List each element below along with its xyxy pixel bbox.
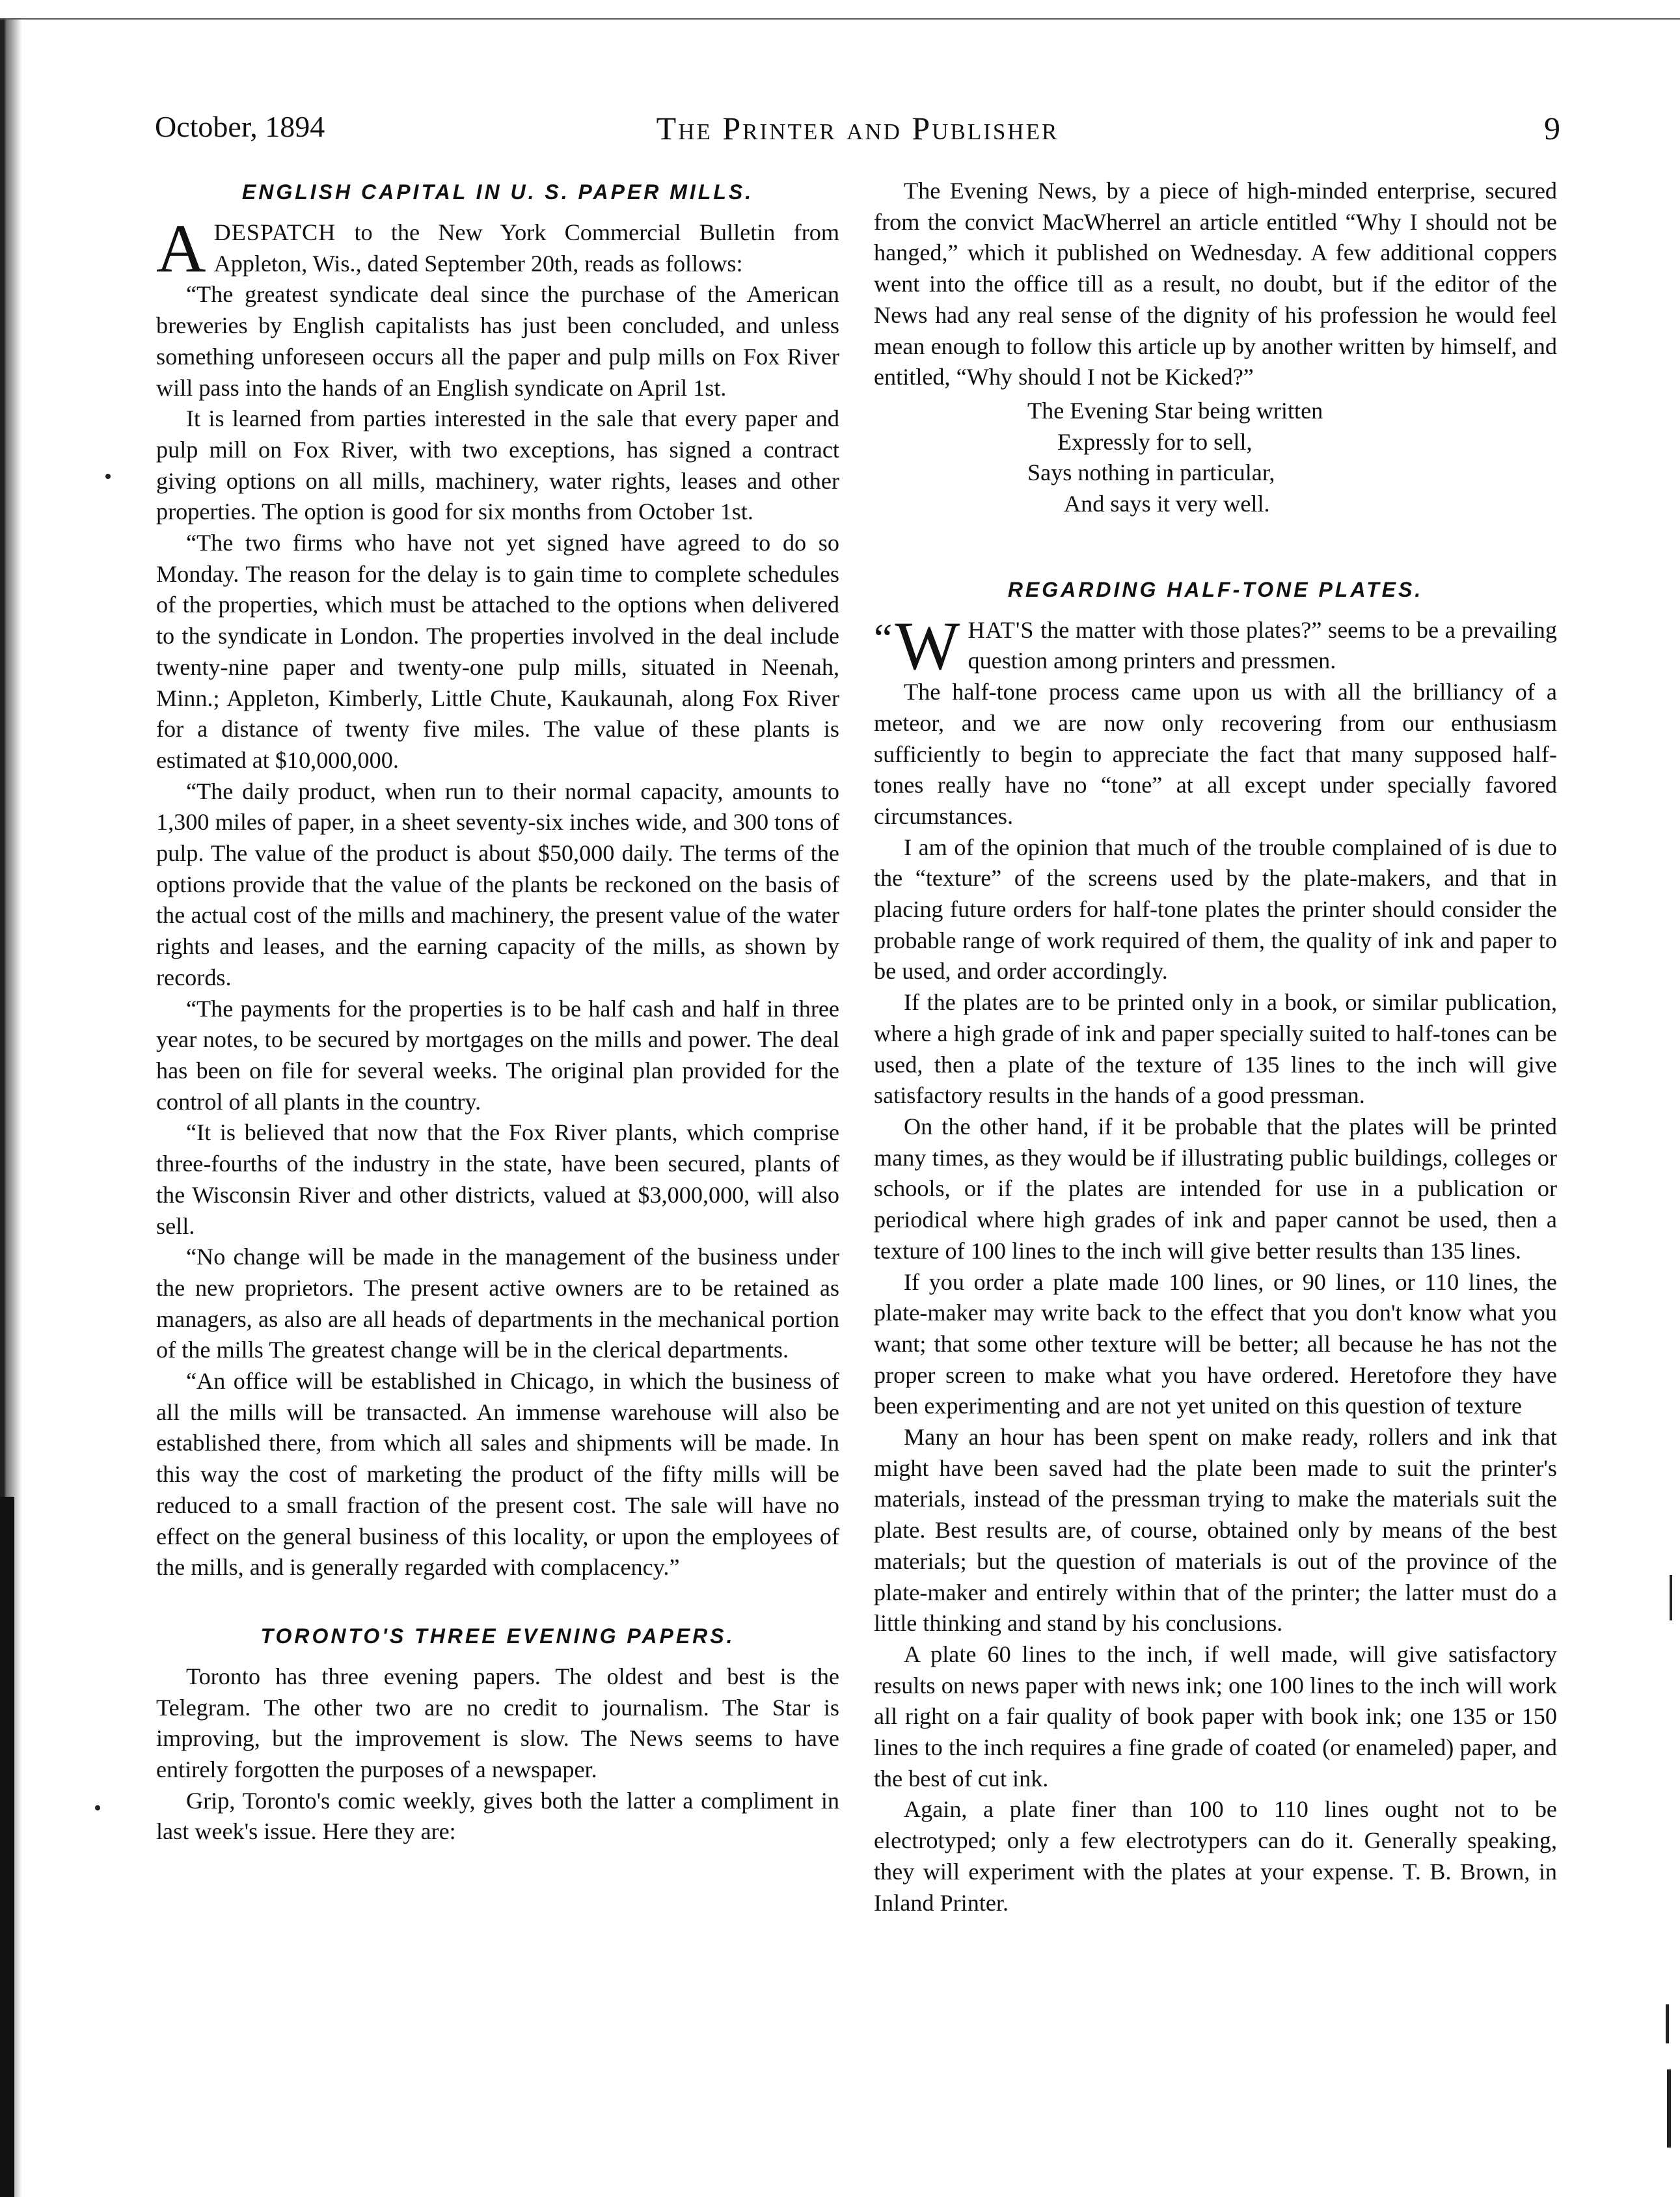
header-title: The Printer and Publisher xyxy=(656,110,1059,146)
scan-speck xyxy=(1667,2069,1671,2148)
article-paragraph: “The daily product, when run to their normal capacity, amounts to 1,300 miles of paper, in a sheet seventy-six inches wide, and 300 tons of pulp. The value of the product is about $50,000 daily. The terms of the options provide that the value of the plants be reckoned on the basis of the actual cost of the mills and machinery, the present value of the water rights and leases, and the earning capacity of the mills, as shown by records. xyxy=(156,778,839,990)
drop-cap: W xyxy=(895,607,960,684)
scan-speck xyxy=(1666,2004,1669,2043)
article-title: ENGLISH CAPITAL IN U. S. PAPER MILLS. xyxy=(241,180,754,204)
paragraph-text: the matter with those plates?” seems to be a prevailing question among printers and pressmen. xyxy=(968,616,1557,674)
article-title: REGARDING HALF-TONE PLATES. xyxy=(1007,577,1424,601)
scan-top-rule xyxy=(0,18,1680,20)
header-date: October, 1894 xyxy=(155,110,325,143)
right-column xyxy=(874,176,1557,1918)
paragraph-text: to the New York Commercial Bulletin from Appleton, Wis., dated September 20th, reads as follows: xyxy=(213,219,839,277)
poem xyxy=(874,396,1557,520)
article-paragraph: Many an hour has been spent on make ready, rollers and ink that might have been saved had the plate been made to suit the printer's materials, instead of the pressman trying to make the materials suit the plate. Best results are, of course, obtained only by means of the best materials; but the question of materials is out of the province of the plate-maker and entirely within that of the printer; the latter must do a little thinking and stand by his conclusions. xyxy=(874,1424,1557,1637)
article-paragraph: I am of the opinion that much of the trouble complained of is due to the “texture” of the screens used by the plate-makers, and that in placing future orders for half-tone plates the printer should consider the probable range of work required of them, the quality of ink and paper to be used, and order accordingly. xyxy=(874,834,1557,985)
scan-binding-edge-lower xyxy=(0,1497,14,2197)
article-half-tone-plates xyxy=(874,573,1557,1919)
page-number: 9 xyxy=(1544,110,1560,146)
article-paragraph: The half-tone process came upon us with all the brilliancy of a meteor, and we are now only recovering from our enthusiasm sufficiently to begin to appreciate the fact that many supposed half-tones really have no “tone” at all except under specially favored circumstances. xyxy=(874,679,1557,829)
poem-line: The Evening Star being written xyxy=(1027,397,1323,424)
scan-speck xyxy=(105,474,111,479)
article-paragraph: “An office will be established in Chicago, in which the business of all the mills will be transacted. An immense warehouse will also be established there, from which all sales and shipments will be made. In this way the cost of marketing the product of the fifty mills will be reduced to a small fraction of the present cost. The sale will have no effect on the general business of this locality, or upon the employees of the mills, and is generally regarded with complacency.” xyxy=(156,1368,839,1581)
article-paragraph: “The two firms who have not yet signed have agreed to do so Monday. The reason for the delay is to gain time to complete schedules of the properties, which must be attached to the options when delivered to the syndicate in London. The properties involved in the deal include twenty-nine paper and twenty-one pulp mills, situated in Neenah, Minn.; Appleton, Kimberly, Little Chute, Kaukaunah, along Fox River for a distance of twenty five miles. The value of these plants is estimated at $10,000,000. xyxy=(156,530,839,773)
article-paragraph: If you order a plate made 100 lines, or 90 lines, or 110 lines, the plate-maker may write back to the effect that you don't know what you want; that some other texture will be better; all because he has not the proper screen to make what you have ordered. Heretofore they have been experimenting and are not yet united on this question of texture xyxy=(874,1268,1557,1419)
article-english-capital xyxy=(156,176,839,1583)
article-paragraph: Grip, Toronto's comic weekly, gives both the latter a compliment in last week's issue. Here they are: xyxy=(156,1787,839,1845)
left-column xyxy=(156,176,839,1848)
poem-line: Says nothing in particular, xyxy=(1027,459,1275,486)
article-paragraph: “The payments for the properties is to be half cash and half in three year notes, to be secured by mortgages on the mills and power. The deal has been on file for several weeks. The original plan provided for the control of all plants in the country. xyxy=(156,995,839,1115)
article-paragraph: “It is believed that now that the Fox River plants, which comprise three-fourths of the industry in the state, have been secured, plants of the Wisconsin River and other districts, valued at $3,000,000, will also sell. xyxy=(156,1119,839,1239)
article-paragraph: “No change will be made in the management of the business under the new proprietors. The present active owners are to be retained as managers, as also are all heads of departments in the mechanical portion of the mills The greatest change will be in the clerical departments. xyxy=(156,1244,839,1363)
scan-speck xyxy=(95,1805,100,1810)
article-paragraph xyxy=(874,607,1557,684)
article-paragraph: A plate 60 lines to the inch, if well made, will give satisfactory results on news paper with news ink; one 100 lines to the inch will work all right on a fair quality of book paper with book ink; one 135 or 150 lines to the inch requires a fine grade of coated (or enameled) paper, and the best of cut ink. xyxy=(874,1641,1557,1792)
article-title: TORONTO'S THREE EVENING PAPERS. xyxy=(260,1624,735,1648)
article-paragraph: “The greatest syndicate deal since the purchase of the American breweries by English capitalists has just been concluded, and unless something unforeseen occurs all the paper and pulp mills on Fox River will pass into the hands of an English syndicate on April 1st. xyxy=(156,281,839,401)
article-paragraph: Toronto has three evening papers. The oldest and best is the Telegram. The other two are no credit to journalism. The Star is improving, but the improvement is slow. The News seems to have entirely forgotten the purposes of a newspaper. xyxy=(156,1663,839,1783)
drop-cap: A xyxy=(156,210,206,286)
article-paragraph: If the plates are to be printed only in a book, or similar publication, where a high grade of ink and paper specially suited to half-tones can be used, then a plate of the texture of 135 lines to the inch will give satisfactory results in the hands of a good pressman. xyxy=(874,989,1557,1109)
article-toronto-continued xyxy=(874,176,1557,520)
lead-word: HAT'S xyxy=(968,616,1035,643)
article-paragraph: It is learned from parties interested in the sale that every paper and pulp mill on Fox River, with two exceptions, has signed a contract giving options on all mills, machinery, water rights, leases and other properties. The option is good for six months from October 1st. xyxy=(156,405,839,525)
article-paragraph xyxy=(156,210,839,286)
page-header xyxy=(155,109,1560,155)
poem-line: Expressly for to sell, xyxy=(1057,428,1253,455)
open-quote: “ xyxy=(874,614,893,661)
lead-word: DESPATCH xyxy=(213,219,336,245)
article-paragraph: The Evening News, by a piece of high-minded enterprise, secured from the convict MacWherrel an article entitled “Why I should not be hanged,” which it published on Wednesday. A few additional coppers went into the office till as a result, no doubt, but if the editor of the News had any real sense of the dignity of his profession he would feel mean enough to follow this article up by another written by himself, and entitled, “Why should I not be Kicked?” xyxy=(874,178,1557,390)
article-toronto-evening-papers xyxy=(156,1620,839,1848)
scan-speck xyxy=(1670,1575,1672,1620)
poem-line: And says it very well. xyxy=(1064,491,1270,517)
article-paragraph: On the other hand, if it be probable that the plates will be printed many times, as they would be if illustrating public buildings, colleges or schools, or if the plates are intended for use in a publication or periodical where high grades of ink and paper cannot be used, then a texture of 100 lines to the inch will give better results than 135 lines. xyxy=(874,1113,1557,1264)
article-paragraph: Again, a plate finer than 100 to 110 lines ought not to be electrotyped; only a few electrotypers can do it. Generally speaking, they will experiment with the plates at your expense. T. B. Brown, in Inland Printer. xyxy=(874,1796,1557,1916)
